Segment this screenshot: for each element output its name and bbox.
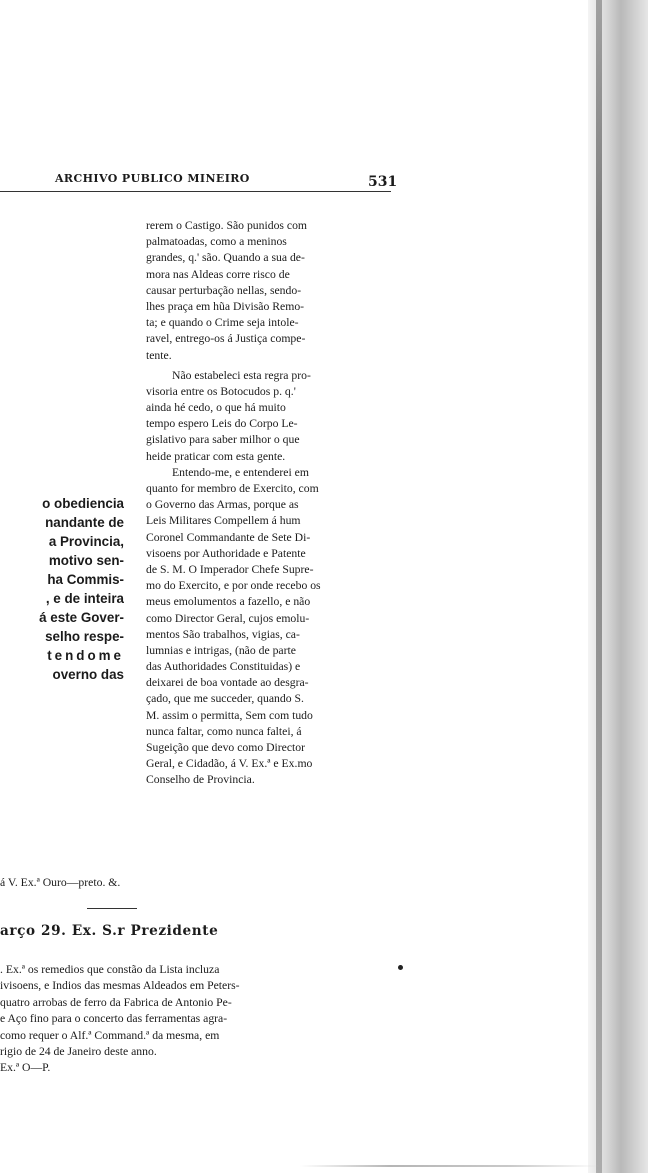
- text-line: o obediencia: [42, 496, 124, 511]
- text-line: tempo espero Leis do Corpo Le-: [146, 417, 298, 431]
- text-line: lumnias e intrigas, (não de parte: [146, 643, 296, 657]
- text-line: quatro arrobas de ferro da Fabrica de Antonio Pe-: [0, 995, 232, 1009]
- text-line: heide praticar com esta gente.: [146, 449, 286, 463]
- text-line: mentos São trabalhos, vigias, ca-: [146, 627, 300, 641]
- letter-body: [0, 962, 380, 1077]
- text-line: Sugeição que devo como Director: [146, 741, 306, 754]
- text-line: çado, que me succeder, quando S.: [146, 692, 304, 706]
- text-line: gislativo para saber milhor o que: [146, 433, 300, 447]
- text-line: Entendo-me, e entenderei em: [172, 465, 309, 479]
- text-line: Não estabeleci esta regra pro-: [172, 368, 311, 382]
- text-line: M. assim o permitta, Sem com tudo: [146, 708, 313, 722]
- left-text-column-fragment: [0, 494, 124, 684]
- text-line: como requer o Alf.ª Command.ª da mesma, em: [0, 1028, 220, 1042]
- text-line: quanto for membro de Exercito, com: [146, 482, 319, 495]
- text-line: visoria entre os Botocudos p. q.': [146, 384, 296, 398]
- text-line: selho respe-: [45, 629, 124, 644]
- right-text-column: [146, 218, 394, 789]
- text-line: de S. M. O Imperador Chefe Supre-: [146, 562, 314, 576]
- page-binding-edge: [596, 0, 602, 1173]
- closing-line: á V. Ex.ª Ouro—preto. &.: [0, 876, 121, 889]
- text-line: Geral, e Cidadão, á V. Ex.ª e Ex.mo: [146, 757, 313, 771]
- text-line: ainda hé cedo, o que há muito: [146, 401, 286, 415]
- text-line: das Authoridades Constituidas) e: [146, 660, 301, 674]
- text-line: mora nas Aldeas corre risco de: [146, 267, 290, 281]
- text-line: overno das: [52, 667, 124, 682]
- page-number: 531: [368, 174, 398, 190]
- text-line: , e de inteira: [45, 591, 124, 606]
- text-line: ta; e quando o Crime seja intole-: [146, 316, 299, 330]
- header-rule: [0, 191, 391, 192]
- text-line: Coronel Commandante de Sete Di-: [146, 530, 311, 544]
- text-line: a Provincia,: [48, 534, 124, 549]
- text-line: grandes, q.' são. Quando a sua de-: [146, 251, 305, 265]
- text-line: causar perturbação nellas, sendo-: [146, 283, 302, 297]
- text-line: ravel, entrego-os á Justiça compe-: [146, 332, 306, 346]
- text-line: motivo sen-: [48, 553, 124, 568]
- running-title: ARCHIVO PUBLICO MINEIRO: [55, 172, 250, 185]
- text-line: . Ex.ª os remedios que constão da Lista incluza: [0, 963, 220, 976]
- bottom-page-mark: [300, 1165, 600, 1167]
- text-line: rerem o Castigo. São punidos com: [146, 219, 308, 232]
- text-line: nandante de: [45, 515, 124, 530]
- text-line: palmatoadas, como a meninos: [146, 235, 287, 249]
- text-line: Ex.ª O—P.: [0, 1061, 51, 1075]
- text-line: tendome: [47, 648, 124, 663]
- text-line: Leis Militares Compellem á hum: [146, 514, 301, 528]
- text-line: visoens por Authoridade e Patente: [146, 546, 306, 560]
- text-line: meus emolumentos a fazello, e não: [146, 595, 311, 609]
- text-line: nunca faltar, como nunca faltei, á: [146, 724, 302, 738]
- text-line: deixarei de boa vontade ao desgra-: [146, 676, 309, 690]
- text-line: o Governo das Armas, porque as: [146, 498, 299, 512]
- text-line: lhes praça em hũa Divisão Remo-: [146, 299, 305, 313]
- text-line: Conselho de Provincia.: [146, 773, 255, 787]
- text-line: ivisoens, e Indios das mesmas Aldeados em Peters-: [0, 979, 240, 993]
- text-line: ha Commis-: [47, 572, 124, 587]
- ink-dot: [398, 965, 403, 970]
- text-line: e Aço fino para o concerto das ferramentas agra-: [0, 1012, 228, 1026]
- text-line: á este Gover-: [39, 610, 124, 625]
- text-line: tente.: [146, 348, 172, 362]
- letter-heading: arço 29. Ex. S.r Prezidente: [0, 923, 219, 939]
- text-line: como Director Geral, cujos emolu-: [146, 611, 310, 625]
- text-line: rigio de 24 de Janeiro deste anno.: [0, 1044, 157, 1058]
- section-divider: [87, 908, 137, 909]
- text-line: mo do Exercito, e por onde recebo os: [146, 579, 321, 593]
